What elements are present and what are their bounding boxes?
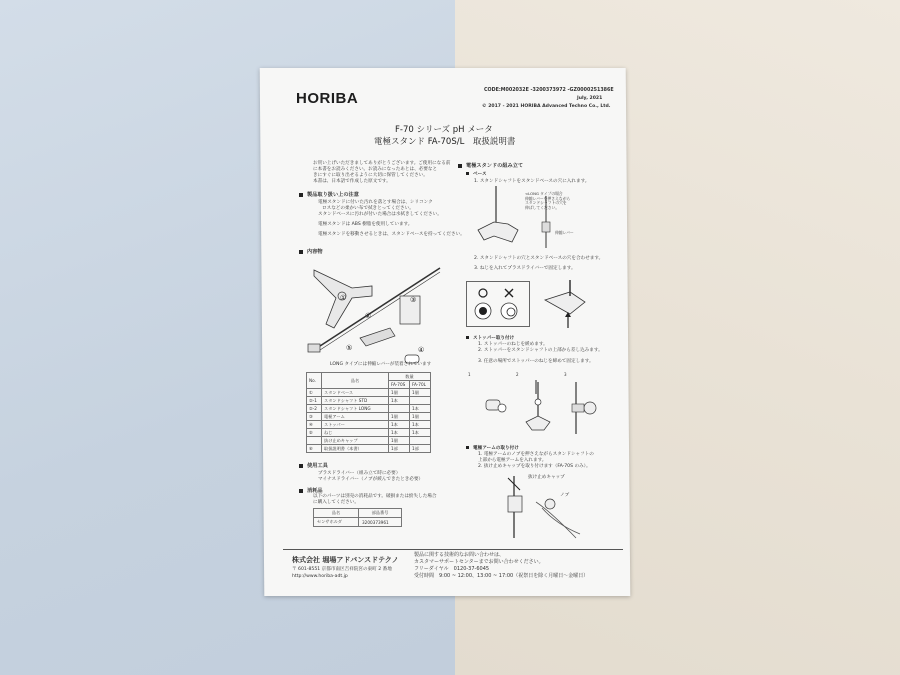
intro-1: お買い上げいただきましてありがとうございます。ご使用になる前 bbox=[313, 161, 451, 166]
contents-illustration bbox=[300, 258, 450, 368]
arm-step-2: 上部から電極アームを入れます。 bbox=[478, 458, 547, 463]
copyright: © 2017 - 2021 HORIBA Advanced Techno Co., Ltd. bbox=[482, 104, 611, 109]
section-stopper: ストッパー取り付け bbox=[466, 336, 514, 342]
section-assembly: 電極スタンドの組み立て bbox=[458, 163, 523, 169]
support-hours: 受付時間 9:00 ~ 12:00、13:00 ~ 17:00（祝祭日を除く月曜日～金曜日） bbox=[414, 573, 589, 579]
table-row: ⑥ 取扱説明書（本書） 1部 1部 bbox=[307, 445, 431, 453]
caution-5: 電極スタンドを移動させるときは、スタンドベースを持ってください。 bbox=[318, 232, 465, 237]
support-1: 製品に関する技術的なお問い合わせは、 bbox=[414, 552, 505, 558]
company-name: 株式会社 堀場アドバンスドテクノ bbox=[292, 556, 399, 564]
doc-code: CODE:M002032E -3200373972 -GZ0000251386E bbox=[484, 88, 614, 93]
table-row: ②-2 スタンドシャフト LONG 1本 bbox=[307, 405, 431, 413]
tool-2: マイナスドライバー（ノブが緩んできたとき必要） bbox=[318, 477, 424, 482]
step-3: 3. ねじを入れてプラスドライバーで固定します。 bbox=[474, 266, 576, 271]
title-line1: F-70 シリーズ pH メータ bbox=[395, 125, 493, 135]
title-line2: 電極スタンド FA-70S/L 取扱説明書 bbox=[374, 137, 516, 147]
section-consumables: 消耗品 bbox=[299, 488, 323, 494]
support-2: カスタマーサポートセンターまでお問い合わせください。 bbox=[414, 559, 544, 565]
section-arm: 電極アームの取り付け bbox=[466, 446, 519, 452]
parts-table-head: No. 品名 数量 bbox=[307, 373, 431, 381]
svg-text:①: ① bbox=[340, 294, 347, 302]
svg-text:⑤: ⑤ bbox=[346, 344, 353, 352]
stopper-step-1: 1. ストッパーのねじを緩めます。 bbox=[478, 342, 548, 347]
footer-divider bbox=[283, 549, 623, 550]
long-note: LONG タイプには伸縮レバーが装着されています bbox=[330, 362, 432, 367]
arm-step-3: 2. 抜け止めキャップを取り付けます（FA-70S のみ）。 bbox=[478, 464, 591, 469]
step-2: 2. スタンドシャフトの穴とスタンドベースの穴を合わせます。 bbox=[474, 256, 604, 261]
consumables-table: 品名 部品番号 センサホルダ 3200373961 bbox=[313, 508, 402, 527]
table-row: ②-1 スタンドシャフト STD 1本 bbox=[307, 397, 431, 405]
stopper-illustration bbox=[466, 368, 616, 438]
table-row: 抜け止めキャップ 1個 bbox=[307, 437, 431, 445]
table-row: ④ ストッパー 1本 1本 bbox=[307, 421, 431, 429]
svg-text:③: ③ bbox=[410, 296, 417, 304]
long-type-note: <LONG タイプの場合 伸縮レバーを押さえながら スタンドシャフトの穴を 伸ばしてください。 bbox=[525, 191, 571, 210]
section-cautions: 製品取り扱い上の注意 bbox=[299, 192, 359, 198]
stopper-step-2: 2. ストッパーをスタンドシャフトの上部から差し込みます。 bbox=[478, 348, 603, 353]
stopper-step-3: 3. 任意の場所でストッパーのねじを締めて固定します。 bbox=[478, 359, 594, 364]
ok-ng-illustration bbox=[470, 284, 526, 324]
tool-1: プラスドライバー（組み立て時に必要） bbox=[318, 471, 401, 476]
table-row: ③ 電極アーム 1個 1個 bbox=[307, 413, 431, 421]
lever-label: 伸縮レバー bbox=[555, 230, 574, 235]
table-row: ① スタンドベース 1個 1個 bbox=[307, 389, 431, 397]
intro-4: 本書は、日本語で作成した原文です。 bbox=[313, 179, 391, 184]
brand-logo: HORIBA bbox=[296, 90, 359, 107]
section-contents: 内容物 bbox=[299, 249, 323, 255]
cons-note-2: に購入してください。 bbox=[313, 500, 359, 505]
step-1: 1. スタンドシャフトをスタンドベースの穴に入れます。 bbox=[474, 179, 590, 184]
caution-4: 電極スタンドは ABS 樹脂を使用しています。 bbox=[318, 222, 413, 227]
caution-2: ロスなどの柔かい布で拭きとってください。 bbox=[322, 206, 414, 211]
cons-note-1: 以下のパーツは別売の消耗品です。破損または紛失した場合 bbox=[313, 494, 437, 499]
parts-table: No. 品名 数量 FA-70S FA-70L ① スタンドベース 1個 1個 ②-1 スタンドシャフト STD 1本 ②-2 スタンドシャフト LONG 1本 ③ 電極アーム 1個 1個 ④ ストッパー 1本 1本 ⑤ ねじ 1本 1本 抜け止めキャップ 1個 ⑥ 取扱説明書（本書） 1部 1部 bbox=[306, 372, 431, 453]
label-base: ベース bbox=[466, 172, 487, 178]
svg-text:1: 1 bbox=[468, 372, 471, 377]
svg-text:2: 2 bbox=[516, 372, 519, 377]
intro-2: に本書をお読みください。お読みになったあとは、必要なと bbox=[313, 167, 438, 172]
doc-date: July, 2021 bbox=[577, 96, 603, 101]
svg-text:④: ④ bbox=[418, 346, 425, 354]
table-row: センサホルダ 3200373961 bbox=[314, 518, 402, 527]
section-tools: 使用工具 bbox=[299, 463, 328, 469]
caution-3: スタンドベースに汚れが付いた場合は水拭きしてください。 bbox=[318, 212, 442, 217]
company-url: http://www.horiba-adt.jp bbox=[292, 574, 348, 579]
support-dial: フリーダイヤル 0120-37-6045 bbox=[414, 566, 490, 572]
screw-illustration bbox=[540, 280, 610, 330]
svg-text:3: 3 bbox=[564, 372, 567, 377]
table-row: ⑤ ねじ 1本 1本 bbox=[307, 429, 431, 437]
company-address: 〒 601-8551 京都市南区吉祥院宮の東町 2 番地 bbox=[292, 567, 392, 572]
knob-label: ノブ bbox=[560, 493, 570, 498]
caution-1: 電極スタンドに付いた汚れを落とす場合は、シリコンク bbox=[318, 200, 433, 205]
svg-text:②: ② bbox=[365, 312, 372, 320]
cap-label: 抜け止めキャップ bbox=[528, 475, 565, 480]
arm-illustration bbox=[496, 472, 586, 540]
intro-3: きにすぐに取り出せるように大切に保管してください。 bbox=[313, 173, 428, 178]
arm-step-1: 1. 電極アームのノブを押さえながらスタンドシャフトの bbox=[478, 452, 594, 457]
